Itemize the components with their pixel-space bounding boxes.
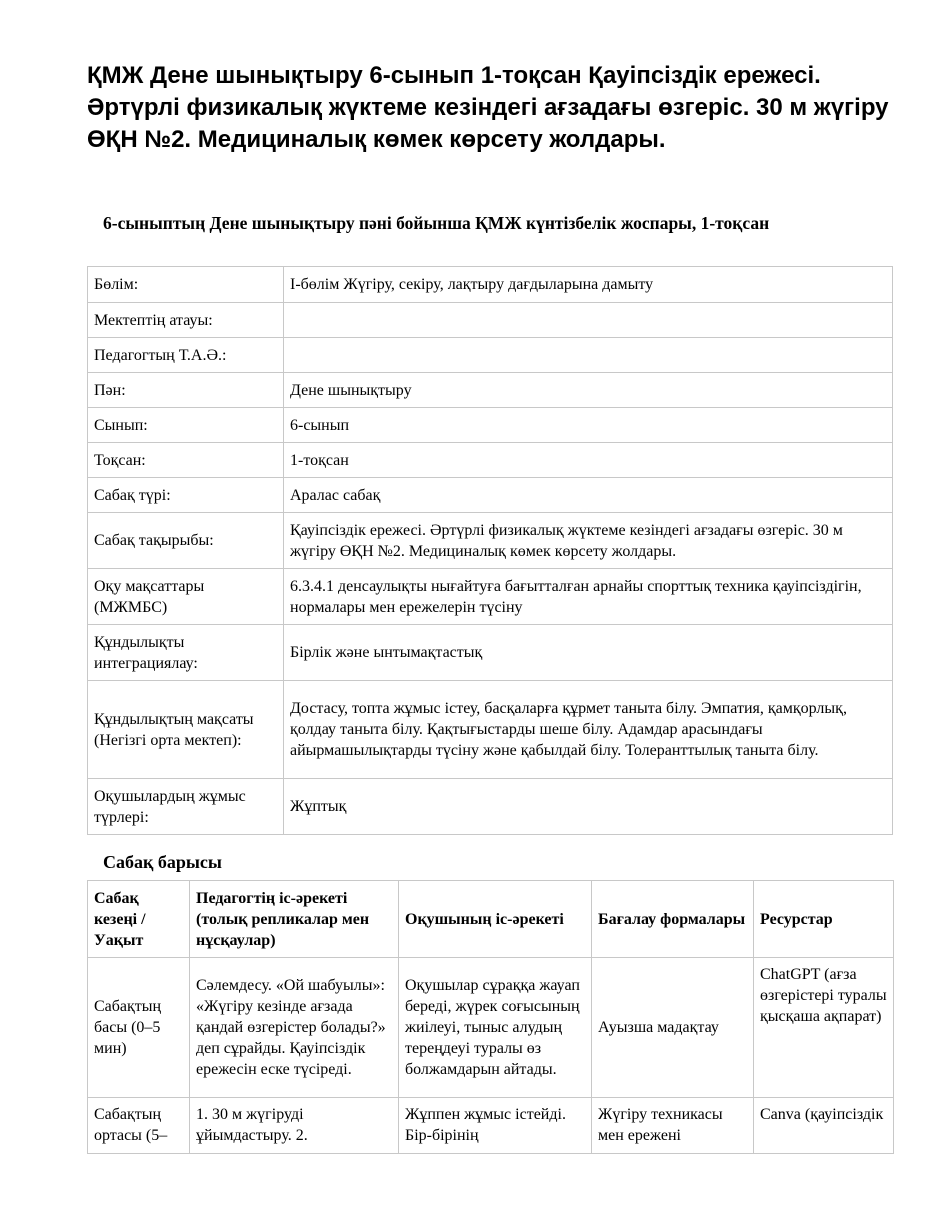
table-row xyxy=(88,625,893,681)
lesson-section-title: Сабақ барысы xyxy=(103,852,222,872)
teacher-action-cell: 1. 30 м жүгіруді ұйымдастыру. 2. xyxy=(190,1098,399,1154)
table-row xyxy=(88,513,893,569)
table-row xyxy=(88,267,893,303)
column-header: Сабақ кезеңі / Уақыт xyxy=(88,881,190,958)
info-label: Пән: xyxy=(88,373,284,408)
info-value: I-бөлім Жүгіру, секіру, лақтыру дағдыларына дамыту xyxy=(284,267,893,303)
info-value: Жұптық xyxy=(284,779,893,835)
info-label: Оқушылардың жұмыс түрлері: xyxy=(88,779,284,835)
table-row xyxy=(88,338,893,373)
teacher-action-cell: Сәлемдесу. «Ой шабуылы»: «Жүгіру кезінде ағзада қандай өзгерістер болады?» деп сұрайды. Қауіпсіздік ережесін еске түсіреді. xyxy=(190,958,399,1098)
info-value: Қауіпсіздік ережесі. Әртүрлі физикалық жүктеме кезіндегі ағзадағы өзгеріс. 30 м жүгіру ӨҚН №2. Медициналық көмек көрсету жолдары. xyxy=(284,513,893,569)
column-header: Бағалау формалары xyxy=(592,881,754,958)
stage-cell: Сабақтың ортасы (5– xyxy=(88,1098,190,1154)
info-label: Оқу мақсаттары (МЖМБС) xyxy=(88,569,284,625)
assessment-cell: Ауызша мадақтау xyxy=(592,958,754,1098)
info-label: Тоқсан: xyxy=(88,443,284,478)
table-row xyxy=(88,681,893,779)
table-row xyxy=(88,1098,894,1154)
table-row xyxy=(88,779,893,835)
resources-cell: Canva (қауіпсіздік xyxy=(754,1098,894,1154)
column-header: Оқушының іс-әрекеті xyxy=(399,881,592,958)
student-action-cell: Жұппен жұмыс істейді. Бір-бірінің xyxy=(399,1098,592,1154)
info-value: Бірлік және ынтымақтастық xyxy=(284,625,893,681)
table-row xyxy=(88,478,893,513)
assessment-cell: Жүгіру техникасы мен ережені xyxy=(592,1098,754,1154)
column-header: Педагогтің іс-әрекеті (толық репликалар мен нұсқаулар) xyxy=(190,881,399,958)
table-row xyxy=(88,408,893,443)
info-value: 6-сынып xyxy=(284,408,893,443)
student-action-cell: Оқушылар сұраққа жауап береді, жүрек соғысының жиілеуі, тыныс алудың тереңдеуі туралы өз болжамдарын айтады. xyxy=(399,958,592,1098)
table-row xyxy=(88,958,894,1098)
stage-cell: Сабақтың басы (0–5 мин) xyxy=(88,958,190,1098)
lesson-info-table xyxy=(87,266,893,835)
table-header-row xyxy=(88,881,894,958)
info-label: Педагогтың Т.А.Ә.: xyxy=(88,338,284,373)
resources-cell: ChatGPT (ағза өзгерістері туралы қысқаша ақпарат) xyxy=(754,958,894,1098)
table-row xyxy=(88,443,893,478)
table-row xyxy=(88,373,893,408)
info-value xyxy=(284,303,893,338)
info-value: Аралас сабақ xyxy=(284,478,893,513)
info-label: Құндылықты интеграциялау: xyxy=(88,625,284,681)
lesson-flow-table xyxy=(87,880,894,1154)
info-value: 6.3.4.1 денсаулықты нығайтуға бағытталған арнайы спорттық техника қауіпсіздігін, нормалары мен ережелерін түсіну xyxy=(284,569,893,625)
info-value xyxy=(284,338,893,373)
table-row xyxy=(88,569,893,625)
info-label: Сынып: xyxy=(88,408,284,443)
plan-subtitle: 6-сыныптың Дене шынықтыру пәні бойынша ҚМЖ күнтізбелік жоспары, 1-тоқсан xyxy=(103,213,770,233)
info-label: Бөлім: xyxy=(88,267,284,303)
info-value: Дене шынықтыру xyxy=(284,373,893,408)
info-label: Сабақ тақырыбы: xyxy=(88,513,284,569)
info-label: Мектептің атауы: xyxy=(88,303,284,338)
document-title: ҚМЖ Дене шынықтыру 6-сынып 1-тоқсан Қауіпсіздік ережесі. Әртүрлі физикалық жүктеме кезіндегі ағзадағы өзгеріс. 30 м жүгіру ӨҚН №2. Медициналық көмек көрсету жолдары. xyxy=(87,62,889,153)
info-label: Сабақ түрі: xyxy=(88,478,284,513)
table-row xyxy=(88,303,893,338)
column-header: Ресурстар xyxy=(754,881,894,958)
info-label: Құндылықтың мақсаты (Негізгі орта мектеп): xyxy=(88,681,284,779)
info-value: 1-тоқсан xyxy=(284,443,893,478)
info-value: Достасу, топта жұмыс істеу, басқаларға құрмет таныта білу. Эмпатия, қамқорлық, қолдау таныта білу. Қақтығыстарды шеше білу. Адамдар арасындағы айырмашылықтарды түсіну және қабылдай білу. Толеранттылық таныта білу. xyxy=(284,681,893,779)
